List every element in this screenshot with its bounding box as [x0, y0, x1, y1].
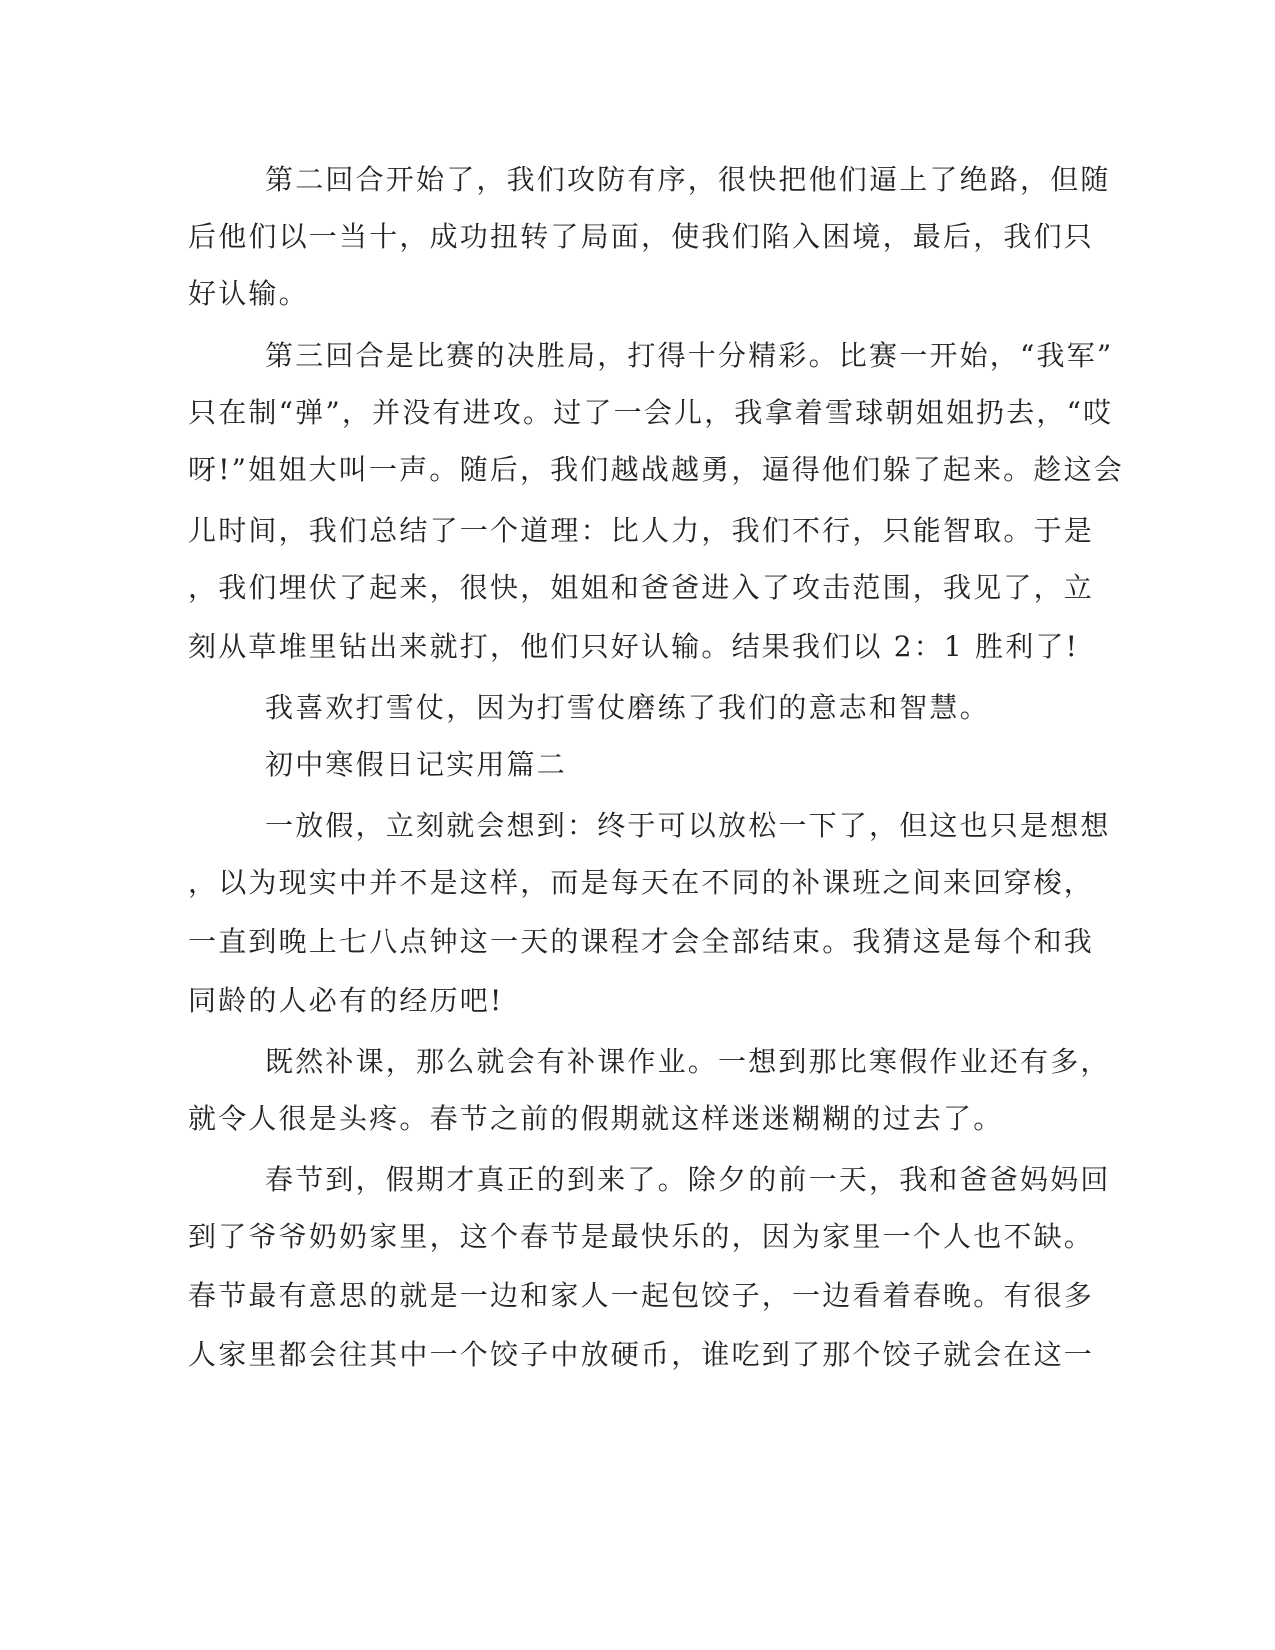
- text-line: 一放假，立刻就会想到：终于可以放松一下了，但这也只是想想: [265, 809, 1111, 842]
- text-line: 好认输。: [188, 277, 309, 310]
- text-line: 人家里都会往其中一个饺子中放硬币，谁吃到了那个饺子就会在这一: [188, 1338, 1095, 1371]
- text-line: 一直到晚上七八点钟这一天的课程才会全部结束。我猜这是每个和我: [188, 925, 1095, 958]
- text-line: 第二回合开始了，我们攻防有序，很快把他们逼上了绝路，但随: [265, 163, 1111, 196]
- text-line: 同龄的人必有的经历吧!: [188, 984, 504, 1017]
- section-heading: 初中寒假日记实用篇二: [265, 748, 568, 781]
- text-line: 就令人很是头疼。春节之前的假期就这样迷迷糊糊的过去了。: [188, 1102, 1004, 1135]
- text-line: 呀!”姐姐大叫一声。随后，我们越战越勇，逼得他们躲了起来。趁这会: [188, 453, 1124, 486]
- text-line: ，以为现实中并不是这样，而是每天在不同的补课班之间来回穿梭，: [188, 866, 1095, 899]
- text-line: 春节最有意思的就是一边和家人一起包饺子，一边看着春晚。有很多: [188, 1279, 1095, 1312]
- text-line: 后他们以一当十，成功扭转了局面，使我们陷入困境，最后，我们只: [188, 220, 1095, 253]
- text-line: 春节到，假期才真正的到来了。除夕的前一天，我和爸爸妈妈回: [265, 1163, 1111, 1196]
- text-line: 我喜欢打雪仗，因为打雪仗磨练了我们的意志和智慧。: [265, 691, 990, 724]
- text-line: 只在制“弹”，并没有进攻。过了一会儿，我拿着雪球朝姐姐扔去，“哎: [188, 396, 1114, 429]
- text-line: 到了爷爷奶奶家里，这个春节是最快乐的，因为家里一个人也不缺。: [188, 1220, 1095, 1253]
- text-line: 刻从草堆里钻出来就打，他们只好认输。结果我们以 2：1 胜利了!: [188, 630, 1080, 663]
- text-line: 既然补课，那么就会有补课作业。一想到那比寒假作业还有多，: [265, 1045, 1111, 1078]
- text-line: 儿时间，我们总结了一个道理：比人力，我们不行，只能智取。于是: [188, 514, 1095, 547]
- text-line: ，我们埋伏了起来，很快，姐姐和爸爸进入了攻击范围，我见了，立: [188, 571, 1095, 604]
- text-line: 第三回合是比赛的决胜局，打得十分精彩。比赛一开始，“我军”: [265, 339, 1114, 372]
